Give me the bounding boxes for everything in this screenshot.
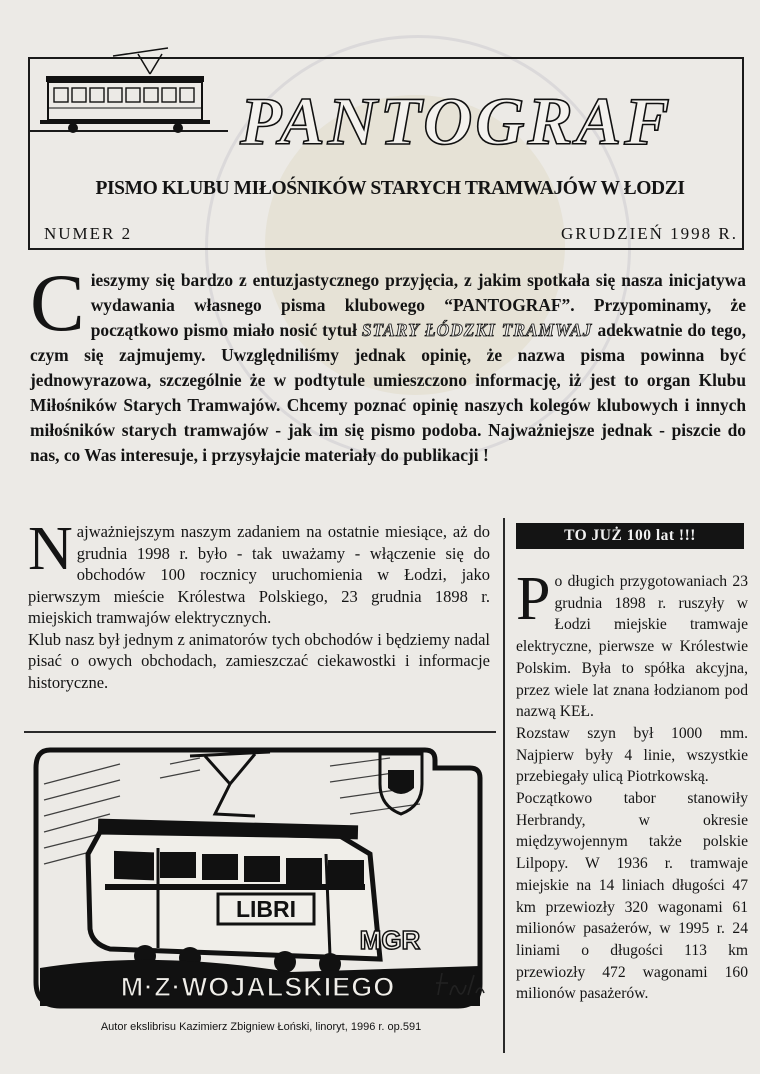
left-article-paragraph-2: Klub nasz był jednym z animatorów tych obchodów i będziemy nadal pisać o owych obchodach, zamieszczać ciekawostki i informacje historyczne.: [28, 629, 490, 692]
issue-date: GRUDZIEŃ 1998 R.: [561, 224, 738, 243]
column-divider: [503, 518, 505, 1053]
intro-old-title: STARY ŁÓDZKI TRAMWAJ: [361, 320, 593, 340]
tram-logo-icon: [38, 46, 213, 134]
exlibris-caption: Autor ekslibrisu Kazimierz Zbigniew Łoński, linoryt, 1996 r. op.591: [100, 1021, 422, 1033]
intro-text-2: adekwatnie do tego, czym się zajmujemy. Uwzględniliśmy jednak opinię, że nazwa pisma powinna być jednowyrazowa, szczególnie że w podtytule umieszczono informację, iż jest to organ Klubu Miłośników Starych Tramwajów. Chcemy poznać opinię naszych kolegów klubowych i innych miłośników starych tramwajów - jak im się pismo podoba. Najważniejsze jednak - piszcie do nas, co Was interesuje, i przysyłajcie materiały do publikacji !: [30, 320, 747, 465]
artist-signature: [432, 965, 492, 1005]
masthead-bottom-rule: [28, 248, 744, 250]
left-article: [28, 515, 490, 693]
sidebar-paragraph-3: Początkowo tabor stanowiły Herbrandy, w okresie międzywojennym także polskie Lilpopy. W 1936 r. tramwaje miejskie na 14 liniach długości 47 km przewiozły 320 wagonami 61 milionów pasażerów, w 1995 r. 24 liniami o długości 113 km przewiozły 472 wagonami 160 milionów pasażerów.: [516, 790, 748, 1003]
left-article-paragraph-1: ajważniejszym naszym zadaniem na ostatnie miesiące, aż do grudnia 1998 r. było - tak uważamy - włączenie się do obchodów 100 rocznicy uruchomienia w Łodzi, jako pierwszym mieście Królestwa Polskiego, 23 grudnia 1898 r. miejskich tramwajów elektrycznych.: [28, 522, 490, 627]
sidebar-paragraph-2: Rozstaw szyn był 1000 mm. Najpierw były 4 linie, wszystkie przebiegały ulicą Piotrkowską.: [516, 724, 748, 786]
masthead-subtitle: PISMO KLUBU MIŁOŚNIKÓW STARYCH TRAMWAJÓW W ŁODZI: [95, 178, 685, 199]
left-article-dropcap: N: [28, 515, 73, 583]
left-column-divider: [24, 731, 496, 733]
exlibris-banner-text: LIBRI: [235, 896, 297, 922]
intro-paragraph: [30, 257, 747, 468]
exlibris-owner-title: MGR: [359, 925, 421, 955]
sidebar-heading: TO JUŻ 100 lat !!!: [516, 523, 744, 549]
intro-dropcap: C: [30, 257, 85, 348]
sidebar-paragraph-1: o długich przygotowaniach 23 grudnia 1898 r. ruszyły w Łodzi miejskie tramwaje elektryczne, pierwsze w Królestwie Polskim. Była to spółka akcyjna, przez wiele lat znana łodzianom pod nazwą KEŁ.: [516, 573, 748, 721]
sidebar-dropcap: P: [516, 565, 551, 633]
sidebar-article: [516, 565, 748, 1005]
exlibris-owner-name: M·Z·WOJALSKIEGO: [120, 972, 396, 1002]
masthead-title: PANTOGRAF: [240, 83, 673, 159]
intro-text-1: ieszymy się bardzo z entuzjastycznego przyjęcia, z jakim spotkała się nasza inicjatywa wydawania własnego pisma klubowego “PANTOGRAF”. Przypominamy, że początkowo pismo miało nosić tytuł: [90, 270, 746, 340]
issue-number: NUMER 2: [44, 224, 133, 243]
exlibris-illustration: [30, 744, 492, 1012]
